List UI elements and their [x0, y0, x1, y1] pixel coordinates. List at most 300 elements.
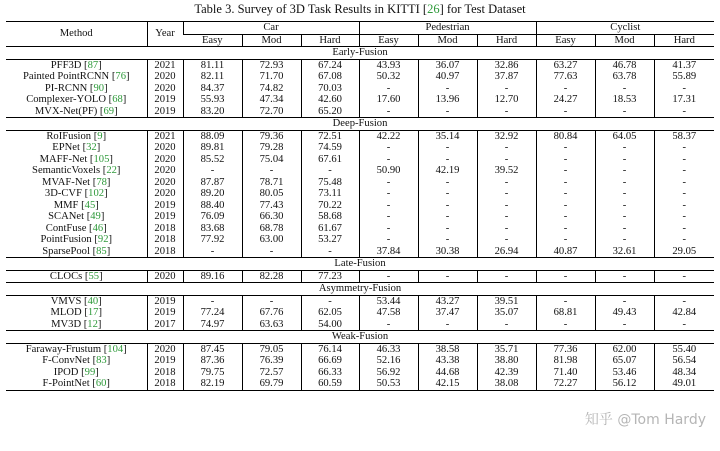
value-cell: 77.24	[183, 307, 242, 319]
bracket-close: ]	[109, 153, 113, 165]
value-cell: 37.87	[477, 71, 536, 83]
value-cell: -	[654, 188, 714, 200]
citation-link[interactable]: 60	[95, 378, 107, 389]
method-name: MVAF-Net	[42, 176, 91, 188]
citation-link[interactable]: 102	[88, 188, 105, 199]
table-row	[6, 165, 714, 177]
section-row	[6, 118, 714, 131]
value-cell: -	[418, 142, 477, 154]
value-cell: 79.28	[242, 142, 301, 154]
table-row	[6, 246, 714, 258]
citation-link[interactable]: 45	[84, 199, 96, 211]
citation-link[interactable]: 78	[96, 176, 107, 188]
table-row	[6, 367, 714, 379]
section-title: Asymmetry-Fusion	[6, 283, 714, 296]
value-cell: -	[418, 154, 477, 166]
value-cell: 52.16	[359, 355, 418, 367]
value-cell: 63.27	[536, 59, 595, 71]
method-cell	[6, 343, 147, 355]
value-cell: -	[359, 200, 418, 212]
bracket-open: [	[89, 245, 97, 257]
value-cell: 47.58	[359, 307, 418, 319]
value-cell: 42.15	[418, 378, 477, 390]
value-cell: 53.27	[301, 234, 359, 246]
bracket-open: [	[81, 318, 88, 330]
value-cell: -	[477, 177, 536, 189]
value-cell: -	[536, 188, 595, 200]
value-cell: 12.70	[477, 94, 536, 106]
value-cell: 71.40	[536, 367, 595, 379]
bracket-close: ]	[106, 378, 110, 389]
bracket-open: [	[78, 199, 85, 211]
section-title: Weak-Fusion	[6, 331, 714, 344]
value-cell: -	[536, 142, 595, 154]
value-cell: -	[359, 142, 418, 154]
value-cell: -	[242, 246, 301, 258]
value-cell: -	[654, 234, 714, 246]
value-cell: 89.81	[183, 142, 242, 154]
value-cell: -	[536, 200, 595, 212]
bracket-open: [	[89, 355, 97, 366]
method-cell	[6, 142, 147, 154]
value-cell: 72.70	[242, 106, 301, 118]
value-cell: 53.46	[595, 367, 654, 379]
citation-link[interactable]: 32	[86, 142, 97, 153]
value-cell: -	[418, 200, 477, 212]
year-cell: 2020	[147, 83, 183, 95]
bracket-close: ]	[114, 105, 118, 117]
bracket-close: ]	[106, 176, 111, 188]
bracket-close: ]	[95, 366, 99, 378]
value-cell: -	[477, 83, 536, 95]
value-cell: -	[242, 165, 301, 177]
value-cell: 77.23	[301, 270, 359, 283]
year-cell: 2019	[147, 200, 183, 212]
value-cell: -	[301, 165, 359, 177]
citation-link[interactable]: 104	[107, 343, 124, 355]
value-cell: 40.87	[536, 246, 595, 258]
method-name: RoIFusion	[46, 130, 92, 142]
bracket-close: ]	[95, 199, 99, 211]
bracket-open: [	[86, 222, 93, 234]
method-cell	[6, 307, 147, 319]
year-cell: 2017	[147, 319, 183, 331]
caption-ref-link[interactable]: 26	[427, 2, 440, 16]
value-cell: 72.27	[536, 378, 595, 390]
value-cell: -	[654, 142, 714, 154]
section-row	[6, 331, 714, 344]
method-cell	[6, 59, 147, 71]
year-cell: 2019	[147, 295, 183, 307]
method-name: Faraway-Frustum	[25, 343, 102, 355]
value-cell: 82.19	[183, 378, 242, 390]
value-cell: -	[595, 83, 654, 95]
citation-link[interactable]: 69	[103, 105, 115, 117]
method-cell	[6, 295, 147, 307]
citation-link[interactable]: 49	[90, 211, 101, 222]
value-cell: -	[536, 83, 595, 95]
citation-link[interactable]: 68	[112, 94, 123, 105]
bracket-open: [	[100, 165, 107, 176]
year-cell: 2020	[147, 177, 183, 189]
value-cell: 41.37	[654, 59, 714, 71]
year-cell: 2018	[147, 367, 183, 379]
value-cell: -	[595, 177, 654, 189]
value-cell: 64.05	[595, 130, 654, 142]
value-cell: 42.39	[477, 367, 536, 379]
method-cell	[6, 223, 147, 235]
bracket-close: ]	[125, 71, 130, 82]
value-cell: -	[536, 295, 595, 307]
citation-link[interactable]: 40	[87, 295, 99, 307]
bracket-close: ]	[104, 82, 108, 94]
value-cell: -	[301, 295, 359, 307]
value-cell: -	[654, 211, 714, 223]
bracket-open: [	[81, 307, 88, 318]
bracket-open: [	[78, 366, 85, 378]
value-cell: -	[418, 177, 477, 189]
value-cell: 69.79	[242, 378, 301, 390]
watermark: 知乎 @Tom Hardy	[584, 412, 706, 428]
table-row	[6, 188, 714, 200]
value-cell: 39.52	[477, 165, 536, 177]
value-cell: -	[183, 295, 242, 307]
value-cell: 35.07	[477, 307, 536, 319]
value-cell: 78.71	[242, 177, 301, 189]
car-group-header: Car	[183, 22, 359, 35]
year-cell: 2018	[147, 378, 183, 390]
value-cell: 37.47	[418, 307, 477, 319]
value-cell: 17.60	[359, 94, 418, 106]
year-cell: 2019	[147, 94, 183, 106]
bracket-close: ]	[122, 94, 127, 105]
table-row	[6, 223, 714, 235]
value-cell: 72.93	[242, 59, 301, 71]
method-name: MLOD	[50, 307, 82, 318]
citation-link[interactable]: 55	[88, 270, 100, 282]
method-cell	[6, 130, 147, 142]
value-cell: 46.33	[359, 343, 418, 355]
bracket-open: [	[81, 188, 89, 199]
value-cell: 89.16	[183, 270, 242, 283]
year-cell: 2021	[147, 130, 183, 142]
value-cell: -	[418, 83, 477, 95]
value-cell: 58.68	[301, 211, 359, 223]
year-cell: 2018	[147, 246, 183, 258]
value-cell: 89.20	[183, 188, 242, 200]
value-cell: 83.20	[183, 106, 242, 118]
citation-link[interactable]: 46	[92, 222, 104, 234]
value-cell: 87.45	[183, 343, 242, 355]
year-cell: 2020	[147, 270, 183, 283]
value-cell: 50.32	[359, 71, 418, 83]
table-row	[6, 94, 714, 106]
value-cell: -	[595, 106, 654, 118]
table-row	[6, 234, 714, 246]
method-cell	[6, 246, 147, 258]
year-cell: 2019	[147, 307, 183, 319]
value-cell: -	[595, 319, 654, 331]
value-cell: -	[242, 295, 301, 307]
value-cell: 42.60	[301, 94, 359, 106]
citation-link[interactable]: 87	[87, 59, 99, 71]
table-row	[6, 343, 714, 355]
value-cell: 63.78	[595, 71, 654, 83]
value-cell: 66.33	[301, 367, 359, 379]
table-row	[6, 319, 714, 331]
bracket-close: ]	[98, 295, 102, 307]
bracket-close: ]	[106, 245, 111, 257]
value-cell: 43.93	[359, 59, 418, 71]
bracket-close: ]	[103, 222, 107, 234]
level-header: Hard	[654, 34, 714, 47]
method-name: MV3D	[51, 318, 82, 330]
value-cell: 39.51	[477, 295, 536, 307]
value-cell: -	[359, 270, 418, 283]
value-cell: 56.92	[359, 367, 418, 379]
value-cell: 37.84	[359, 246, 418, 258]
level-header: Easy	[536, 34, 595, 47]
method-name: Complexer-YOLO	[26, 94, 106, 105]
value-cell: -	[418, 223, 477, 235]
value-cell: 42.19	[418, 165, 477, 177]
value-cell: -	[595, 154, 654, 166]
value-cell: 50.90	[359, 165, 418, 177]
value-cell: -	[595, 200, 654, 212]
method-cell	[6, 200, 147, 212]
table-row	[6, 71, 714, 83]
level-header: Mod	[242, 34, 301, 47]
value-cell: -	[477, 154, 536, 166]
method-name: VMVS	[50, 295, 82, 307]
value-cell: -	[654, 270, 714, 283]
value-cell: 75.04	[242, 154, 301, 166]
method-name: IPOD	[53, 366, 79, 378]
year-cell: 2018	[147, 234, 183, 246]
citation-link[interactable]: 76	[115, 71, 126, 82]
value-cell: 53.44	[359, 295, 418, 307]
value-cell: -	[595, 234, 654, 246]
bracket-open: [	[82, 270, 89, 282]
level-header: Mod	[595, 34, 654, 47]
level-header: Easy	[183, 34, 242, 47]
value-cell: -	[595, 295, 654, 307]
citation-link[interactable]: 92	[97, 234, 109, 245]
value-cell: 84.37	[183, 83, 242, 95]
value-cell: 68.78	[242, 223, 301, 235]
value-cell: -	[359, 319, 418, 331]
bracket-open: [	[97, 105, 104, 117]
method-name: MAFF-Net	[39, 153, 88, 165]
value-cell: 79.75	[183, 367, 242, 379]
bracket-open: [	[87, 153, 94, 165]
cyclist-group-header: Cyclist	[536, 22, 714, 35]
year-cell: 2019	[147, 211, 183, 223]
year-cell: 2020	[147, 154, 183, 166]
value-cell: 55.93	[183, 94, 242, 106]
bracket-open: [	[109, 71, 116, 82]
citation-link[interactable]: 12	[87, 318, 98, 330]
value-cell: 72.51	[301, 130, 359, 142]
year-cell: 2020	[147, 343, 183, 355]
method-cell	[6, 94, 147, 106]
section-title: Late-Fusion	[6, 258, 714, 271]
value-cell: 26.94	[477, 246, 536, 258]
value-cell: 79.36	[242, 130, 301, 142]
value-cell: 66.69	[301, 355, 359, 367]
citation-link[interactable]: 22	[106, 165, 117, 176]
value-cell: 67.24	[301, 59, 359, 71]
value-cell: 49.01	[654, 378, 714, 390]
method-cell	[6, 355, 147, 367]
table-row	[6, 355, 714, 367]
value-cell: -	[477, 106, 536, 118]
method-cell	[6, 234, 147, 246]
value-cell: 56.12	[595, 378, 654, 390]
value-cell: -	[595, 211, 654, 223]
value-cell: -	[418, 188, 477, 200]
method-cell	[6, 106, 147, 118]
value-cell: -	[359, 177, 418, 189]
value-cell: 46.78	[595, 59, 654, 71]
table-row	[6, 211, 714, 223]
value-cell: 80.84	[536, 130, 595, 142]
year-cell: 2019	[147, 106, 183, 118]
value-cell: -	[654, 165, 714, 177]
bracket-close: ]	[98, 307, 102, 318]
value-cell: -	[183, 165, 242, 177]
citation-link[interactable]: 85	[96, 245, 107, 257]
value-cell: -	[536, 154, 595, 166]
method-cell	[6, 165, 147, 177]
value-cell: 49.43	[595, 307, 654, 319]
value-cell: 36.07	[418, 59, 477, 71]
level-header: Easy	[359, 34, 418, 47]
value-cell: 62.05	[301, 307, 359, 319]
value-cell: -	[477, 188, 536, 200]
method-name: PI-RCNN	[44, 82, 88, 94]
value-cell: -	[536, 319, 595, 331]
method-name: PFF3D	[50, 59, 82, 71]
value-cell: 43.38	[418, 355, 477, 367]
value-cell: 47.34	[242, 94, 301, 106]
bracket-open: [	[90, 176, 97, 188]
bracket-close: ]	[102, 130, 107, 142]
method-cell	[6, 270, 147, 283]
value-cell: -	[477, 223, 536, 235]
value-cell: -	[536, 106, 595, 118]
table-body	[6, 47, 714, 391]
value-cell: -	[418, 319, 477, 331]
value-cell: -	[359, 234, 418, 246]
value-cell: 62.00	[595, 343, 654, 355]
value-cell: 44.68	[418, 367, 477, 379]
citation-link[interactable]: 99	[84, 366, 96, 378]
table-row	[6, 177, 714, 189]
value-cell: -	[654, 177, 714, 189]
value-cell: 82.11	[183, 71, 242, 83]
level-header: Mod	[418, 34, 477, 47]
value-cell: -	[418, 234, 477, 246]
value-cell: 63.00	[242, 234, 301, 246]
value-cell: 77.43	[242, 200, 301, 212]
value-cell: -	[477, 270, 536, 283]
bracket-open: [	[91, 234, 98, 245]
level-header: Hard	[301, 34, 359, 47]
value-cell: 77.36	[536, 343, 595, 355]
citation-link[interactable]: 17	[87, 307, 99, 318]
bracket-close: ]	[106, 355, 111, 366]
value-cell: 82.28	[242, 270, 301, 283]
table-row	[6, 295, 714, 307]
citation-link[interactable]: 105	[93, 153, 110, 165]
section-row	[6, 47, 714, 60]
value-cell: 79.05	[242, 343, 301, 355]
method-name: Painted PointRCNN	[22, 71, 110, 82]
method-name: MVX-Net(PF)	[34, 105, 98, 117]
value-cell: -	[418, 106, 477, 118]
value-cell: -	[477, 234, 536, 246]
value-cell: 61.67	[301, 223, 359, 235]
value-cell: 74.82	[242, 83, 301, 95]
citation-link[interactable]: 83	[96, 355, 107, 366]
year-cell: 2020	[147, 71, 183, 83]
bracket-open: [	[101, 343, 108, 355]
value-cell: 32.61	[595, 246, 654, 258]
method-name: F-ConvNet	[42, 355, 90, 366]
value-cell: 65.07	[595, 355, 654, 367]
method-cell	[6, 188, 147, 200]
pedestrian-group-header: Pedestrian	[359, 22, 536, 35]
value-cell: 74.59	[301, 142, 359, 154]
method-header: Method	[6, 22, 147, 47]
method-name: PointFusion	[40, 234, 92, 245]
bracket-close: ]	[97, 318, 102, 330]
value-cell: 76.09	[183, 211, 242, 223]
citation-link[interactable]: 9	[97, 130, 103, 142]
value-cell: 68.81	[536, 307, 595, 319]
table-row	[6, 200, 714, 212]
bracket-open: [	[91, 130, 98, 142]
value-cell: -	[595, 223, 654, 235]
value-cell: -	[477, 200, 536, 212]
value-cell: 71.70	[242, 71, 301, 83]
value-cell: -	[654, 223, 714, 235]
value-cell: 43.27	[418, 295, 477, 307]
value-cell: -	[359, 106, 418, 118]
method-name: 3D-CVF	[44, 188, 82, 199]
bracket-close: ]	[108, 234, 113, 245]
citation-link[interactable]: 90	[93, 82, 105, 94]
method-name: MMF	[53, 199, 79, 211]
value-cell: -	[654, 83, 714, 95]
value-cell: 80.05	[242, 188, 301, 200]
table-row	[6, 83, 714, 95]
method-cell	[6, 211, 147, 223]
value-cell: 70.03	[301, 83, 359, 95]
section-row	[6, 283, 714, 296]
value-cell: 83.68	[183, 223, 242, 235]
value-cell: 67.61	[301, 154, 359, 166]
value-cell: 24.27	[536, 94, 595, 106]
value-cell: 81.11	[183, 59, 242, 71]
value-cell: 73.11	[301, 188, 359, 200]
value-cell: -	[477, 211, 536, 223]
value-cell: -	[595, 188, 654, 200]
value-cell: -	[536, 177, 595, 189]
value-cell: -	[418, 211, 477, 223]
bracket-close: ]	[96, 142, 101, 153]
